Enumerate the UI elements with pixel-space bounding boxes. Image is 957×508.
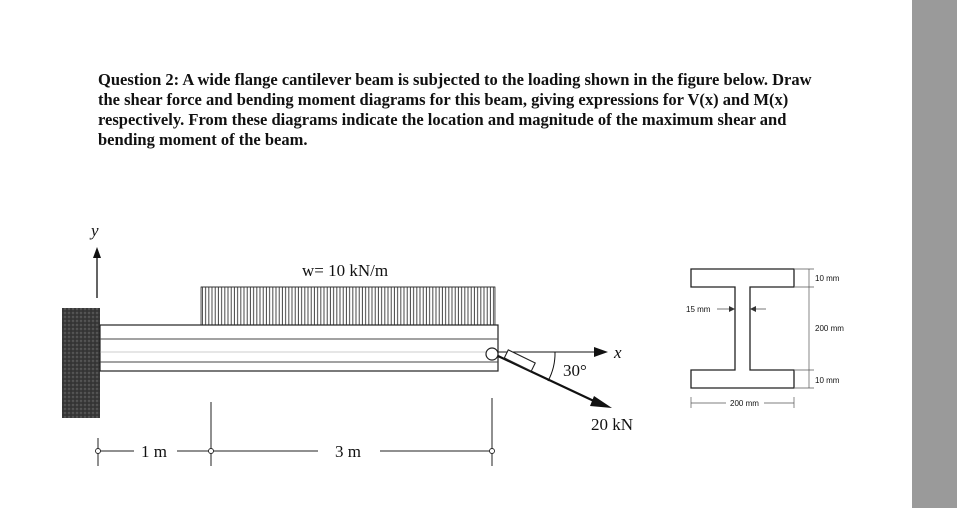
end-pin xyxy=(486,348,498,360)
top-flange-dim: 10 mm xyxy=(815,274,840,283)
x-axis-arrow xyxy=(594,347,608,357)
x-axis-label: x xyxy=(614,343,622,362)
fixed-wall xyxy=(62,308,100,418)
angle-label: 30° xyxy=(563,361,587,380)
web-thickness-dim: 15 mm xyxy=(686,305,711,314)
load-label: w= 10 kN/m xyxy=(302,261,389,280)
width-dim: 200 mm xyxy=(730,399,759,408)
question-body: A wide flange cantilever beam is subjected to the loading shown in the figure below. Draw the shear force and bending moment diagrams for this beam, giving expressions for V(x) and M(x) respectively. From these diagrams indicate the location and magnitude of the maximum shear and bending moment of the beam. xyxy=(98,70,812,149)
i-beam-section xyxy=(691,269,794,388)
dim-label-3m: 3 m xyxy=(335,442,361,461)
angle-arc xyxy=(548,352,555,381)
distributed-load xyxy=(201,287,495,325)
y-axis-arrow xyxy=(93,247,101,258)
question-label: Question 2: xyxy=(98,70,180,89)
force-arrow xyxy=(590,396,612,408)
bottom-flange-dim: 10 mm xyxy=(815,376,840,385)
dim-label-1m: 1 m xyxy=(141,442,167,461)
force-link xyxy=(504,350,535,371)
force-label: 20 kN xyxy=(591,415,634,434)
y-axis-label: y xyxy=(91,221,99,240)
beam xyxy=(100,325,498,371)
depth-dim: 200 mm xyxy=(815,324,844,333)
right-margin-bar xyxy=(912,0,957,508)
